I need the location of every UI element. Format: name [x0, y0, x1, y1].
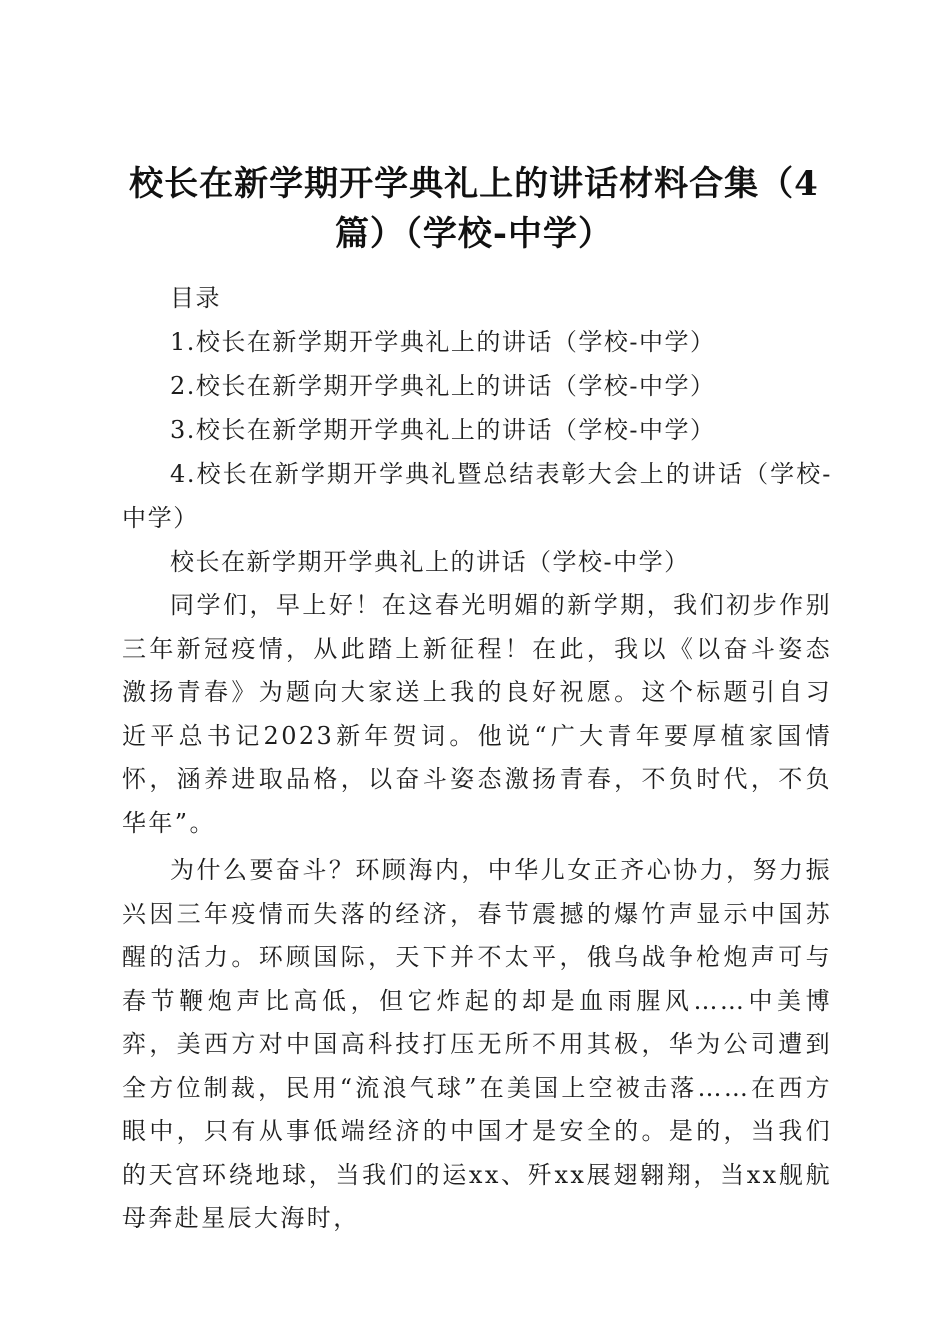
body-paragraph: 为什么要奋斗？环顾海内，中华儿女正齐心协力，努力振兴因三年疫情而失落的经济，春节震撼的爆竹声显示中国苏醒的活力。环顾国际，天下并不太平，俄乌战争枪炮声可与春节鞭炮声比高低，但它炸起的却是血雨腥风……中美博弈，美西方对中国高科技打压无所不用其极，华为公司遭到全方位制裁，民用“流浪气球”在美国上空被击落……在西方眼中，只有从事低端经济的中国才是安全的。是的，当我们的天宫环绕地球，当我们的运xx、歼xx展翅翱翔，当xx舰航母奔赴星辰大海时，: [122, 856, 832, 1232]
toc-item: 4.校长在新学期开学典礼暨总结表彰大会上的讲话（学校-中学）: [122, 460, 832, 532]
document-title: 校长在新学期开学典礼上的讲话材料合集（4篇）（学校-中学）: [129, 163, 819, 254]
toc-heading: 目录: [170, 284, 221, 312]
section-heading: 校长在新学期开学典礼上的讲话（学校-中学）: [170, 548, 690, 576]
toc-item: 2.校长在新学期开学典礼上的讲话（学校-中学）: [170, 372, 716, 400]
body-paragraph: 同学们，早上好！在这春光明媚的新学期，我们初步作别三年新冠疫情，从此踏上新征程！在此，我以《以奋斗姿态激扬青春》为题向大家送上我的良好祝愿。这个标题引自习近平总书记2023新年贺词。他说“广大青年要厚植家国情怀，涵养进取品格，以奋斗姿态激扬青春，不负时代，不负华年”。: [122, 591, 832, 837]
table-of-contents: [122, 320, 832, 540]
document-body: [122, 276, 832, 1241]
toc-item: 1.校长在新学期开学典礼上的讲话（学校-中学）: [170, 328, 716, 356]
toc-item: 3.校长在新学期开学典礼上的讲话（学校-中学）: [170, 416, 716, 444]
